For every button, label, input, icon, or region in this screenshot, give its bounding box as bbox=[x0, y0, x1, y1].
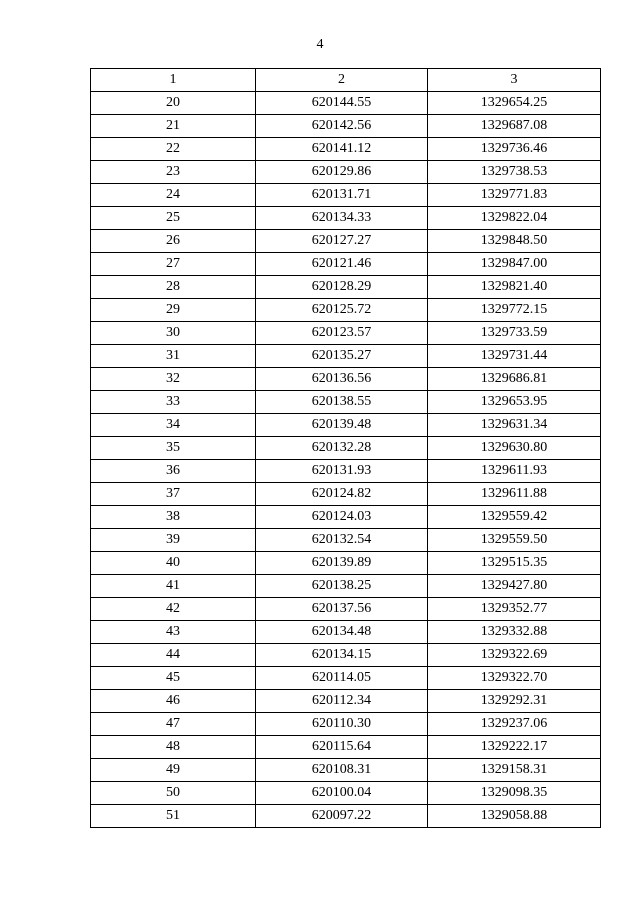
y-coordinate-cell: 1329222.17 bbox=[428, 736, 601, 759]
point-number-cell: 45 bbox=[91, 667, 256, 690]
table-header bbox=[91, 69, 601, 92]
y-coordinate-cell: 1329687.08 bbox=[428, 115, 601, 138]
y-coordinate-cell: 1329058.88 bbox=[428, 805, 601, 828]
point-number-cell: 26 bbox=[91, 230, 256, 253]
y-coordinate-cell: 1329847.00 bbox=[428, 253, 601, 276]
y-coordinate-cell: 1329848.50 bbox=[428, 230, 601, 253]
y-coordinate-cell: 1329611.93 bbox=[428, 460, 601, 483]
y-coordinate-cell: 1329322.70 bbox=[428, 667, 601, 690]
table-row bbox=[91, 391, 601, 414]
y-coordinate-cell: 1329630.80 bbox=[428, 437, 601, 460]
point-number-cell: 40 bbox=[91, 552, 256, 575]
table-row bbox=[91, 368, 601, 391]
x-coordinate-cell: 620097.22 bbox=[256, 805, 428, 828]
table-row bbox=[91, 575, 601, 598]
y-coordinate-cell: 1329631.34 bbox=[428, 414, 601, 437]
y-coordinate-cell: 1329733.59 bbox=[428, 322, 601, 345]
y-coordinate-cell: 1329654.25 bbox=[428, 92, 601, 115]
point-number-cell: 35 bbox=[91, 437, 256, 460]
x-coordinate-cell: 620135.27 bbox=[256, 345, 428, 368]
x-coordinate-cell: 620121.46 bbox=[256, 253, 428, 276]
table-row bbox=[91, 460, 601, 483]
x-coordinate-cell: 620112.34 bbox=[256, 690, 428, 713]
x-coordinate-cell: 620123.57 bbox=[256, 322, 428, 345]
table-row bbox=[91, 437, 601, 460]
x-coordinate-cell: 620144.55 bbox=[256, 92, 428, 115]
point-number-cell: 34 bbox=[91, 414, 256, 437]
x-coordinate-cell: 620131.71 bbox=[256, 184, 428, 207]
point-number-cell: 43 bbox=[91, 621, 256, 644]
y-coordinate-cell: 1329158.31 bbox=[428, 759, 601, 782]
table-row bbox=[91, 161, 601, 184]
point-number-cell: 27 bbox=[91, 253, 256, 276]
table-row bbox=[91, 483, 601, 506]
y-coordinate-cell: 1329772.15 bbox=[428, 299, 601, 322]
point-number-cell: 46 bbox=[91, 690, 256, 713]
table-row bbox=[91, 322, 601, 345]
y-coordinate-cell: 1329686.81 bbox=[428, 368, 601, 391]
x-coordinate-cell: 620134.48 bbox=[256, 621, 428, 644]
x-coordinate-cell: 620128.29 bbox=[256, 276, 428, 299]
table-row bbox=[91, 253, 601, 276]
column-header-3: 3 bbox=[428, 69, 601, 92]
table-row bbox=[91, 529, 601, 552]
table-row bbox=[91, 782, 601, 805]
table-row bbox=[91, 207, 601, 230]
table-row bbox=[91, 805, 601, 828]
point-number-cell: 48 bbox=[91, 736, 256, 759]
x-coordinate-cell: 620132.28 bbox=[256, 437, 428, 460]
x-coordinate-cell: 620124.03 bbox=[256, 506, 428, 529]
point-number-cell: 20 bbox=[91, 92, 256, 115]
table-row bbox=[91, 138, 601, 161]
table-row bbox=[91, 414, 601, 437]
point-number-cell: 29 bbox=[91, 299, 256, 322]
x-coordinate-cell: 620139.89 bbox=[256, 552, 428, 575]
table-row bbox=[91, 667, 601, 690]
x-coordinate-cell: 620114.05 bbox=[256, 667, 428, 690]
x-coordinate-cell: 620115.64 bbox=[256, 736, 428, 759]
point-number-cell: 24 bbox=[91, 184, 256, 207]
point-number-cell: 49 bbox=[91, 759, 256, 782]
point-number-cell: 28 bbox=[91, 276, 256, 299]
x-coordinate-cell: 620138.55 bbox=[256, 391, 428, 414]
table-row bbox=[91, 230, 601, 253]
point-number-cell: 31 bbox=[91, 345, 256, 368]
y-coordinate-cell: 1329736.46 bbox=[428, 138, 601, 161]
x-coordinate-cell: 620137.56 bbox=[256, 598, 428, 621]
table-row bbox=[91, 184, 601, 207]
point-number-cell: 47 bbox=[91, 713, 256, 736]
y-coordinate-cell: 1329653.95 bbox=[428, 391, 601, 414]
y-coordinate-cell: 1329515.35 bbox=[428, 552, 601, 575]
point-number-cell: 21 bbox=[91, 115, 256, 138]
y-coordinate-cell: 1329322.69 bbox=[428, 644, 601, 667]
table-row bbox=[91, 736, 601, 759]
x-coordinate-cell: 620132.54 bbox=[256, 529, 428, 552]
table-row bbox=[91, 690, 601, 713]
table-row bbox=[91, 598, 601, 621]
y-coordinate-cell: 1329559.50 bbox=[428, 529, 601, 552]
table-row bbox=[91, 299, 601, 322]
y-coordinate-cell: 1329738.53 bbox=[428, 161, 601, 184]
x-coordinate-cell: 620139.48 bbox=[256, 414, 428, 437]
column-header-2: 2 bbox=[256, 69, 428, 92]
x-coordinate-cell: 620100.04 bbox=[256, 782, 428, 805]
point-number-cell: 50 bbox=[91, 782, 256, 805]
point-number-cell: 51 bbox=[91, 805, 256, 828]
y-coordinate-cell: 1329352.77 bbox=[428, 598, 601, 621]
x-coordinate-cell: 620124.82 bbox=[256, 483, 428, 506]
y-coordinate-cell: 1329611.88 bbox=[428, 483, 601, 506]
y-coordinate-cell: 1329771.83 bbox=[428, 184, 601, 207]
y-coordinate-cell: 1329821.40 bbox=[428, 276, 601, 299]
x-coordinate-cell: 620110.30 bbox=[256, 713, 428, 736]
table-row bbox=[91, 759, 601, 782]
coordinates-table bbox=[90, 68, 601, 828]
point-number-cell: 42 bbox=[91, 598, 256, 621]
point-number-cell: 33 bbox=[91, 391, 256, 414]
page-number: 4 bbox=[316, 37, 324, 52]
point-number-cell: 37 bbox=[91, 483, 256, 506]
x-coordinate-cell: 620108.31 bbox=[256, 759, 428, 782]
x-coordinate-cell: 620131.93 bbox=[256, 460, 428, 483]
y-coordinate-cell: 1329098.35 bbox=[428, 782, 601, 805]
x-coordinate-cell: 620141.12 bbox=[256, 138, 428, 161]
point-number-cell: 39 bbox=[91, 529, 256, 552]
point-number-cell: 38 bbox=[91, 506, 256, 529]
point-number-cell: 23 bbox=[91, 161, 256, 184]
y-coordinate-cell: 1329292.31 bbox=[428, 690, 601, 713]
x-coordinate-cell: 620142.56 bbox=[256, 115, 428, 138]
table-row bbox=[91, 92, 601, 115]
column-header-1: 1 bbox=[91, 69, 256, 92]
point-number-cell: 44 bbox=[91, 644, 256, 667]
table-row bbox=[91, 621, 601, 644]
point-number-cell: 22 bbox=[91, 138, 256, 161]
point-number-cell: 30 bbox=[91, 322, 256, 345]
table-row bbox=[91, 345, 601, 368]
table-row bbox=[91, 115, 601, 138]
y-coordinate-cell: 1329237.06 bbox=[428, 713, 601, 736]
x-coordinate-cell: 620136.56 bbox=[256, 368, 428, 391]
point-number-cell: 41 bbox=[91, 575, 256, 598]
x-coordinate-cell: 620129.86 bbox=[256, 161, 428, 184]
y-coordinate-cell: 1329427.80 bbox=[428, 575, 601, 598]
x-coordinate-cell: 620127.27 bbox=[256, 230, 428, 253]
table-row bbox=[91, 713, 601, 736]
table-row bbox=[91, 506, 601, 529]
x-coordinate-cell: 620134.15 bbox=[256, 644, 428, 667]
point-number-cell: 36 bbox=[91, 460, 256, 483]
x-coordinate-cell: 620125.72 bbox=[256, 299, 428, 322]
x-coordinate-cell: 620134.33 bbox=[256, 207, 428, 230]
y-coordinate-cell: 1329731.44 bbox=[428, 345, 601, 368]
x-coordinate-cell: 620138.25 bbox=[256, 575, 428, 598]
table-body bbox=[91, 92, 601, 828]
table-row bbox=[91, 552, 601, 575]
y-coordinate-cell: 1329559.42 bbox=[428, 506, 601, 529]
header-row bbox=[91, 69, 601, 92]
y-coordinate-cell: 1329332.88 bbox=[428, 621, 601, 644]
table-row bbox=[91, 644, 601, 667]
table-row bbox=[91, 276, 601, 299]
point-number-cell: 32 bbox=[91, 368, 256, 391]
y-coordinate-cell: 1329822.04 bbox=[428, 207, 601, 230]
point-number-cell: 25 bbox=[91, 207, 256, 230]
